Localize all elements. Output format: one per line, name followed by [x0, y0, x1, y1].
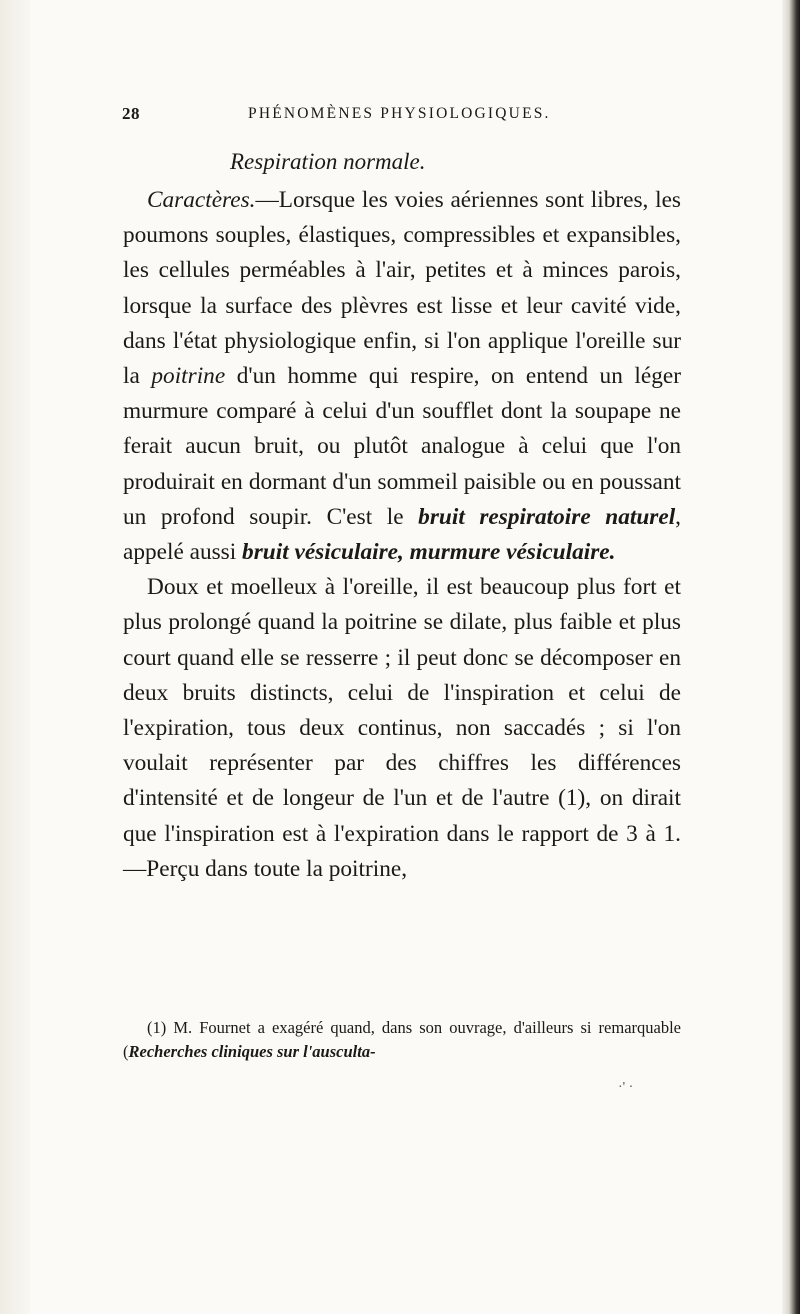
page-binding-edge [782, 0, 800, 1314]
footnote-paragraph [123, 1016, 681, 1064]
page-number: 28 [122, 104, 140, 123]
run-bold-italic-term: bruit vésiculaire, murmure vésiculaire. [242, 539, 616, 566]
run-text: —Lorsque les voies aériennes sont libres, les poumons souples, élastiques, compressibles et expansibles, les cellules perméables à l'air, petites et à minces parois, lorsque la surface des plèvres est lisse et leur cavité vide, dans l'état physiologique enfin, si l'on applique l'oreille sur la [123, 187, 681, 390]
paragraph-2 [123, 570, 681, 887]
section-title: Respiration normale. [230, 149, 426, 174]
run-bold-italic-term: bruit respiratoire naturel [418, 503, 676, 530]
body-text [123, 183, 681, 887]
run-text: , appelé aussi [123, 503, 681, 566]
footnote-citation: Recherches cliniques sur l'ausculta- [128, 1042, 376, 1061]
run-text: d'un homme qui respire, on entend un léger murmure comparé à celui d'un soufflet dont la soupape ne ferait aucun bruit, ou plutôt analogue à celui que l'on produirait en dormant d'un sommeil paisible ou en poussant un profond soupir. C'est le [123, 363, 681, 530]
footnote [123, 1016, 681, 1064]
run-italic-term: poitrine [151, 363, 226, 390]
paragraph-1 [123, 183, 681, 570]
run-lead-term: Caractères. [147, 187, 256, 213]
running-head: PHÉNOMÈNES PHYSIOLOGIQUES. [248, 105, 551, 122]
footnote-text: (1) M. Fournet a exagéré quand, dans son ouvrage, d'ailleurs si remarquable ( [123, 1018, 681, 1061]
page-left-margin [0, 0, 30, 1314]
run-text: Doux et moelleux à l'oreille, il est beaucoup plus fort et plus prolongé quand la poitrine se dilate, plus faible et plus court quand elle se resserre ; il peut donc se décomposer en deux bruits distincts, celui de l'inspiration et celui de l'expiration, tous deux continus, non saccadés ; si l'on voulait représenter par des chiffres les différences d'intensité et de longeur de l'un et de l'autre (1), on dirait que l'inspiration est à l'expiration dans le rapport de 3 à 1.—Perçu dans toute la poitrine, [123, 574, 681, 882]
page-header [122, 104, 642, 128]
stray-ink-mark: ·' · [618, 1080, 634, 1095]
